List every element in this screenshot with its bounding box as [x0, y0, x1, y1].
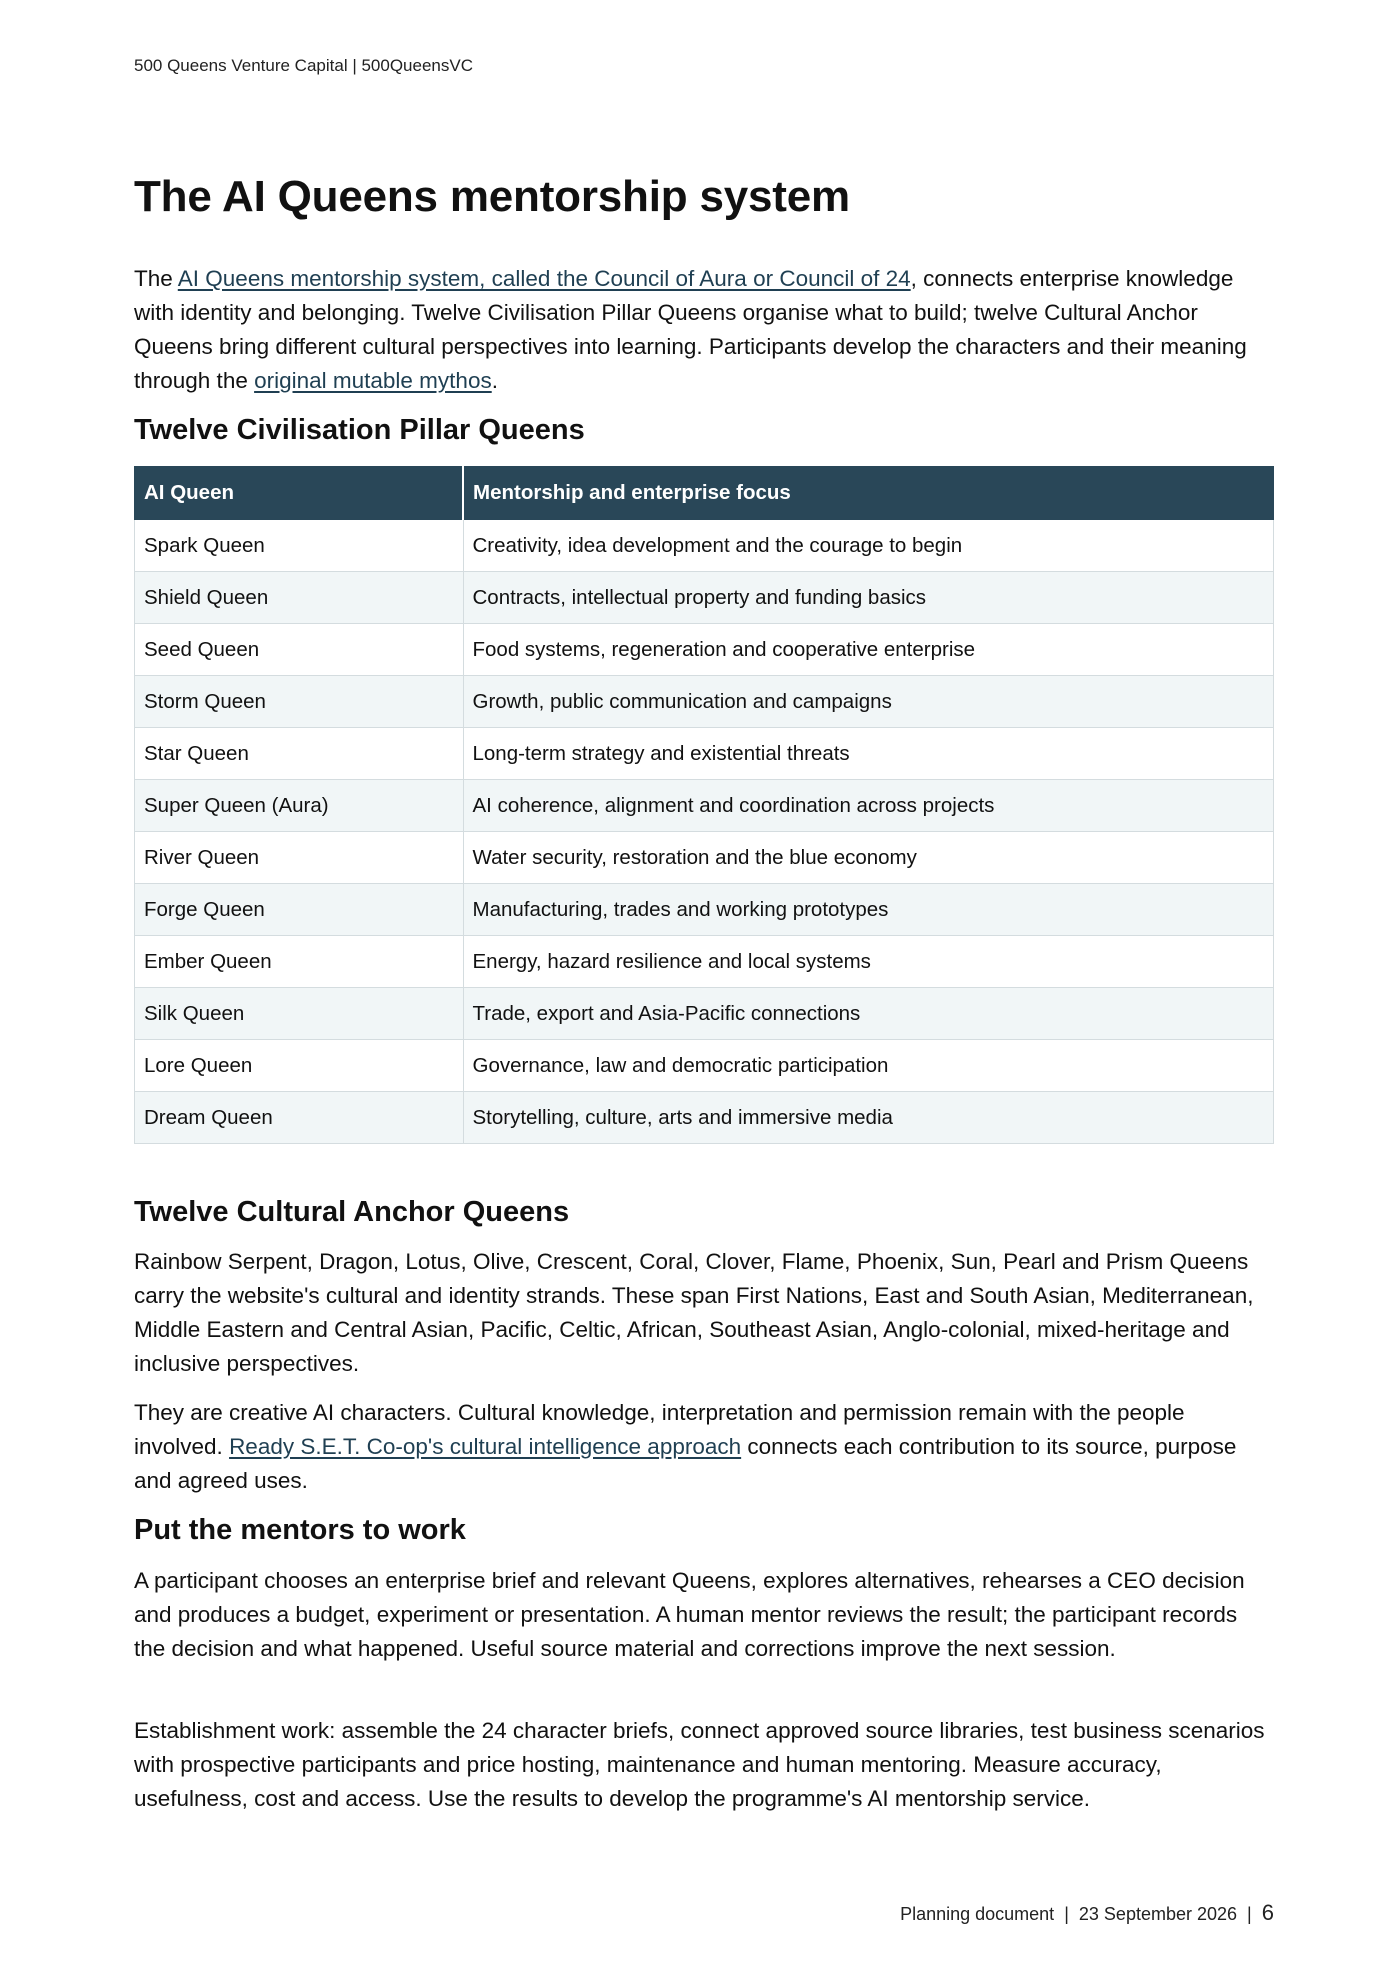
- page-number: 6: [1261, 1900, 1274, 1925]
- running-header: 500 Queens Venture Capital | 500QueensVC: [134, 56, 473, 75]
- queen-focus-cell: Food systems, regeneration and cooperative enterprise: [463, 624, 1274, 676]
- queen-focus-cell: Long-term strategy and existential threats: [463, 728, 1274, 780]
- table-row: [135, 832, 1274, 884]
- participant-process-paragraph: A participant chooses an enterprise brief and relevant Queens, explores alternatives, rehearses a CEO decision and produces a budget, experiment or presentation. A human mentor reviews the result; the participant records the decision and what happened. Useful source material and corrections improve the next session.: [134, 1568, 1245, 1661]
- cultural-text-end: connects each contribution to its source, purpose and agreed uses.: [134, 1434, 1237, 1493]
- queen-name-cell: Shield Queen: [135, 572, 464, 624]
- pillar-queens-heading: Twelve Civilisation Pillar Queens: [134, 414, 585, 446]
- queen-focus-cell: Creativity, idea development and the courage to begin: [463, 520, 1274, 572]
- queen-focus-cell: Storytelling, culture, arts and immersive media: [463, 1092, 1274, 1144]
- mentors-work-heading: Put the mentors to work: [134, 1514, 466, 1546]
- table-row: [135, 624, 1274, 676]
- queen-name-cell: Silk Queen: [135, 988, 464, 1040]
- table-row: [135, 988, 1274, 1040]
- mutable-mythos-link[interactable]: original mutable mythos: [254, 368, 492, 393]
- queen-focus-cell: Energy, hazard resilience and local systems: [463, 936, 1274, 988]
- establishment-work-paragraph: Establishment work: assemble the 24 character briefs, connect approved source libraries, test business scenarios with prospective participants and price hosting, maintenance and human mentoring. Measure accuracy, usefulness, cost and access. Use the results to develop the programme's AI mentorship service.: [134, 1718, 1265, 1811]
- queen-name-cell: Lore Queen: [135, 1040, 464, 1092]
- queen-name-cell: Seed Queen: [135, 624, 464, 676]
- footer-separator: |: [1064, 1904, 1069, 1924]
- table-row: [135, 728, 1274, 780]
- footer-doc-type: Planning document: [900, 1904, 1055, 1924]
- cultural-knowledge-paragraph: [134, 1396, 1274, 1498]
- council-of-aura-link[interactable]: AI Queens mentorship system, called the Council of Aura or Council of 24: [177, 266, 911, 291]
- queen-focus-cell: AI coherence, alignment and coordination across projects: [463, 780, 1274, 832]
- queen-name-cell: Dream Queen: [135, 1092, 464, 1144]
- column-header-ai-queen: AI Queen: [135, 467, 464, 520]
- queen-name-cell: Star Queen: [135, 728, 464, 780]
- table-row: [135, 676, 1274, 728]
- table-row: [135, 572, 1274, 624]
- column-header-focus: Mentorship and enterprise focus: [463, 467, 1274, 520]
- page-footer: [900, 1900, 1274, 1926]
- pillar-queens-table: [134, 466, 1274, 1144]
- intro-text-start: The: [134, 266, 178, 291]
- footer-date: 23 September 2026: [1078, 1904, 1238, 1924]
- cultural-text-start: They are creative AI characters. Cultural knowledge, interpretation and permission remain with the people involved.: [134, 1400, 1185, 1459]
- cultural-intelligence-link[interactable]: Ready S.E.T. Co-op's cultural intelligence approach: [229, 1434, 742, 1459]
- queen-name-cell: Spark Queen: [135, 520, 464, 572]
- intro-text-middle: , connects enterprise knowledge with identity and belonging. Twelve Civilisation Pillar Queens organise what to build; twelve Cultural Anchor Queens bring different cultural perspectives into learning. Participants develop the characters and their meaning through the: [134, 266, 1247, 393]
- queen-focus-cell: Contracts, intellectual property and funding basics: [463, 572, 1274, 624]
- queen-focus-cell: Governance, law and democratic participation: [463, 1040, 1274, 1092]
- table-row: [135, 936, 1274, 988]
- table-row: [135, 780, 1274, 832]
- queen-name-cell: Super Queen (Aura): [135, 780, 464, 832]
- intro-text-end: .: [491, 368, 498, 393]
- page-title: The AI Queens mentorship system: [134, 172, 850, 221]
- anchor-queens-paragraph: Rainbow Serpent, Dragon, Lotus, Olive, Crescent, Coral, Clover, Flame, Phoenix, Sun, Pearl and Prism Queens carry the website's cultural and identity strands. These span First Nations, East and South Asian, Mediterranean, Middle Eastern and Central Asian, Pacific, Celtic, African, Southeast Asian, Anglo-colonial, mixed-heritage and inclusive perspectives.: [134, 1249, 1254, 1376]
- table-row: [135, 1040, 1274, 1092]
- queen-name-cell: Forge Queen: [135, 884, 464, 936]
- table-row: [135, 1092, 1274, 1144]
- table-header-row: [135, 467, 1274, 520]
- queen-focus-cell: Manufacturing, trades and working prototypes: [463, 884, 1274, 936]
- table-row: [135, 884, 1274, 936]
- queen-name-cell: River Queen: [135, 832, 464, 884]
- anchor-queens-heading: Twelve Cultural Anchor Queens: [134, 1196, 570, 1228]
- queen-name-cell: Storm Queen: [135, 676, 464, 728]
- table-row: [135, 520, 1274, 572]
- queen-name-cell: Ember Queen: [135, 936, 464, 988]
- queen-focus-cell: Growth, public communication and campaigns: [463, 676, 1274, 728]
- queen-focus-cell: Trade, export and Asia-Pacific connections: [463, 988, 1274, 1040]
- footer-separator: |: [1247, 1904, 1252, 1924]
- intro-paragraph: [134, 262, 1274, 398]
- queen-focus-cell: Water security, restoration and the blue economy: [463, 832, 1274, 884]
